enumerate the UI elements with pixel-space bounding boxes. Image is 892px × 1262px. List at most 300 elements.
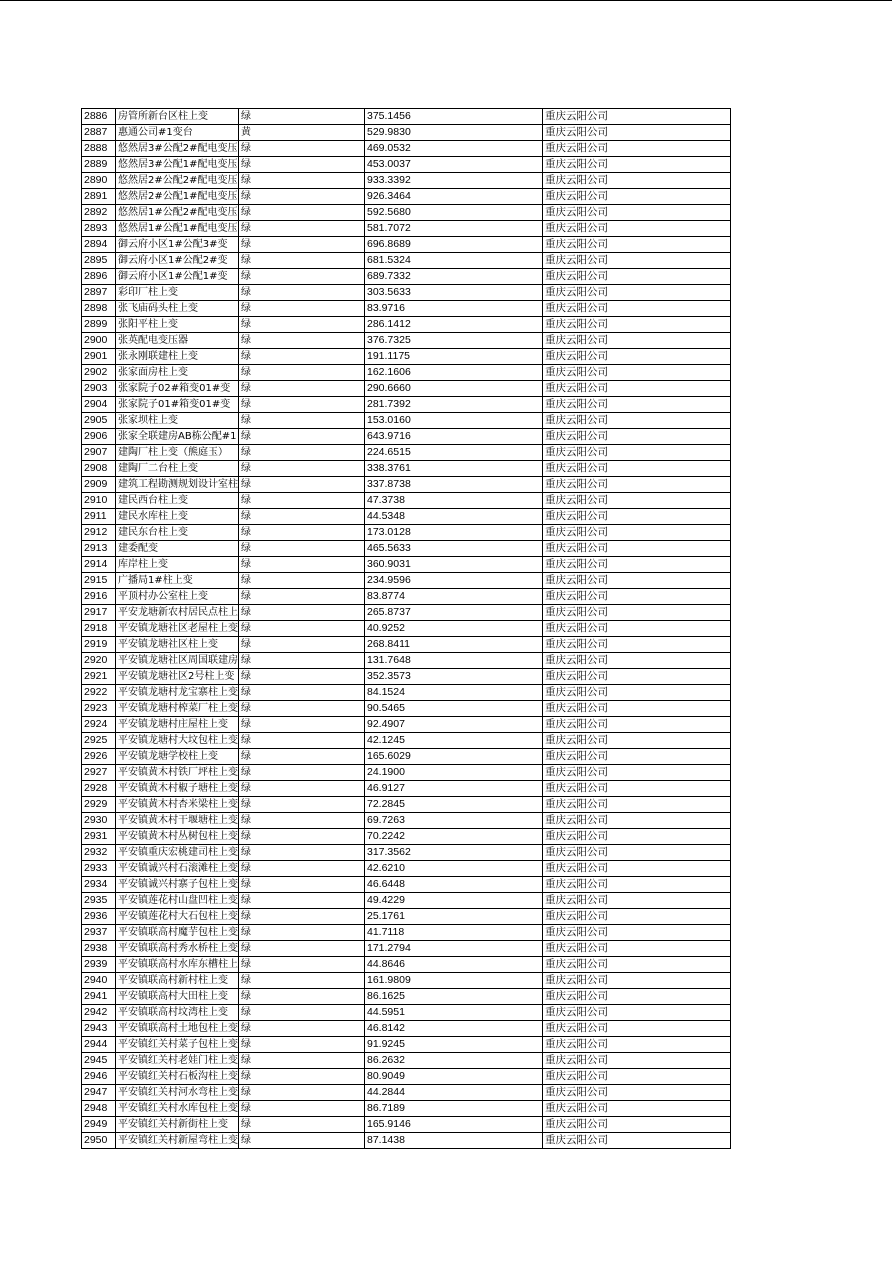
value-cell: 375.1456: [365, 109, 543, 125]
status-color-cell: 绿: [239, 173, 365, 189]
row-id-cell: 2894: [82, 237, 116, 253]
company-cell: 重庆云阳公司: [543, 845, 731, 861]
table-row: [82, 301, 731, 317]
transformer-name-cell: 悠然居2#公配2#配电变压: [116, 173, 239, 189]
status-color-cell: 绿: [239, 797, 365, 813]
status-color-cell: 绿: [239, 781, 365, 797]
table-row: [82, 253, 731, 269]
transformer-name-cell: 平安镇联高村秀水桥柱上变: [116, 941, 239, 957]
status-color-cell: 绿: [239, 461, 365, 477]
table-row: [82, 317, 731, 333]
company-cell: 重庆云阳公司: [543, 989, 731, 1005]
company-cell: 重庆云阳公司: [543, 637, 731, 653]
value-cell: 131.7648: [365, 653, 543, 669]
company-cell: 重庆云阳公司: [543, 157, 731, 173]
status-color-cell: 绿: [239, 1037, 365, 1053]
value-cell: 926.3464: [365, 189, 543, 205]
row-id-cell: 2923: [82, 701, 116, 717]
row-id-cell: 2892: [82, 205, 116, 221]
value-cell: 46.6448: [365, 877, 543, 893]
status-color-cell: 绿: [239, 365, 365, 381]
table-row: [82, 509, 731, 525]
table-row: [82, 845, 731, 861]
row-id-cell: 2887: [82, 125, 116, 141]
status-color-cell: 绿: [239, 1005, 365, 1021]
transformer-name-cell: 平安镇红关村石板沟柱上变: [116, 1069, 239, 1085]
row-id-cell: 2937: [82, 925, 116, 941]
value-cell: 72.2845: [365, 797, 543, 813]
value-cell: 49.4229: [365, 893, 543, 909]
value-cell: 290.6660: [365, 381, 543, 397]
row-id-cell: 2919: [82, 637, 116, 653]
row-id-cell: 2920: [82, 653, 116, 669]
spreadsheet-table: [81, 108, 731, 1149]
status-color-cell: 绿: [239, 717, 365, 733]
transformer-name-cell: 张飞庙码头柱上变: [116, 301, 239, 317]
company-cell: 重庆云阳公司: [543, 557, 731, 573]
row-id-cell: 2924: [82, 717, 116, 733]
row-id-cell: 2888: [82, 141, 116, 157]
value-cell: 681.5324: [365, 253, 543, 269]
transformer-name-cell: 建委配变: [116, 541, 239, 557]
company-cell: 重庆云阳公司: [543, 509, 731, 525]
table-row: [82, 397, 731, 413]
transformer-name-cell: 平顶村办公室柱上变: [116, 589, 239, 605]
row-id-cell: 2941: [82, 989, 116, 1005]
transformer-name-cell: 库岸柱上变: [116, 557, 239, 573]
status-color-cell: 绿: [239, 237, 365, 253]
row-id-cell: 2922: [82, 685, 116, 701]
value-cell: 696.8689: [365, 237, 543, 253]
value-cell: 46.9127: [365, 781, 543, 797]
status-color-cell: 绿: [239, 621, 365, 637]
table-row: [82, 381, 731, 397]
table-row: [82, 973, 731, 989]
company-cell: 重庆云阳公司: [543, 861, 731, 877]
row-id-cell: 2940: [82, 973, 116, 989]
table-row: [82, 717, 731, 733]
company-cell: 重庆云阳公司: [543, 1133, 731, 1149]
company-cell: 重庆云阳公司: [543, 621, 731, 637]
table-row: [82, 413, 731, 429]
company-cell: 重庆云阳公司: [543, 877, 731, 893]
transformer-name-cell: 悠然居3#公配2#配电变压: [116, 141, 239, 157]
value-cell: 44.5348: [365, 509, 543, 525]
value-cell: 44.5951: [365, 1005, 543, 1021]
table-row: [82, 589, 731, 605]
row-id-cell: 2913: [82, 541, 116, 557]
company-cell: 重庆云阳公司: [543, 717, 731, 733]
table-row: [82, 269, 731, 285]
company-cell: 重庆云阳公司: [543, 237, 731, 253]
transformer-name-cell: 建民水库柱上变: [116, 509, 239, 525]
transformer-name-cell: 平安镇红关村水库包柱上变: [116, 1101, 239, 1117]
transformer-name-cell: 平安镇红关村新屋弯柱上变: [116, 1133, 239, 1149]
transformer-name-cell: 平安镇红关村新街柱上变: [116, 1117, 239, 1133]
row-id-cell: 2895: [82, 253, 116, 269]
value-cell: 42.6210: [365, 861, 543, 877]
table-row: [82, 349, 731, 365]
company-cell: 重庆云阳公司: [543, 205, 731, 221]
row-id-cell: 2916: [82, 589, 116, 605]
row-id-cell: 2950: [82, 1133, 116, 1149]
status-color-cell: 绿: [239, 477, 365, 493]
transformer-name-cell: 平安镇红关村老娃门柱上变: [116, 1053, 239, 1069]
table-row: [82, 941, 731, 957]
transformer-name-cell: 平安镇龙塘村庄屋柱上变: [116, 717, 239, 733]
company-cell: 重庆云阳公司: [543, 701, 731, 717]
status-color-cell: 绿: [239, 333, 365, 349]
company-cell: 重庆云阳公司: [543, 301, 731, 317]
company-cell: 重庆云阳公司: [543, 653, 731, 669]
transformer-name-cell: 张阳平柱上变: [116, 317, 239, 333]
transformer-name-cell: 平安镇龙塘社区周国联建房: [116, 653, 239, 669]
row-id-cell: 2943: [82, 1021, 116, 1037]
row-id-cell: 2902: [82, 365, 116, 381]
value-cell: 173.0128: [365, 525, 543, 541]
transformer-name-cell: 平安镇红关村河水弯柱上变: [116, 1085, 239, 1101]
status-color-cell: 绿: [239, 285, 365, 301]
status-color-cell: 绿: [239, 1021, 365, 1037]
transformer-name-cell: 平安镇黄木村丛树包柱上变: [116, 829, 239, 845]
value-cell: 352.3573: [365, 669, 543, 685]
company-cell: 重庆云阳公司: [543, 141, 731, 157]
status-color-cell: 绿: [239, 941, 365, 957]
company-cell: 重庆云阳公司: [543, 365, 731, 381]
company-cell: 重庆云阳公司: [543, 381, 731, 397]
company-cell: 重庆云阳公司: [543, 125, 731, 141]
table-row: [82, 861, 731, 877]
status-color-cell: 绿: [239, 1069, 365, 1085]
transformer-name-cell: 平安镇联高村魔芋包柱上变: [116, 925, 239, 941]
transformer-name-cell: 彩印厂柱上变: [116, 285, 239, 301]
row-id-cell: 2896: [82, 269, 116, 285]
status-color-cell: 绿: [239, 109, 365, 125]
status-color-cell: 绿: [239, 861, 365, 877]
transformer-name-cell: 张永刚联建柱上变: [116, 349, 239, 365]
row-id-cell: 2907: [82, 445, 116, 461]
status-color-cell: 绿: [239, 1117, 365, 1133]
company-cell: 重庆云阳公司: [543, 269, 731, 285]
table-row: [82, 909, 731, 925]
status-color-cell: 绿: [239, 765, 365, 781]
transformer-name-cell: 广播局1#柱上变: [116, 573, 239, 589]
table-row: [82, 1005, 731, 1021]
company-cell: 重庆云阳公司: [543, 429, 731, 445]
transformer-name-cell: 悠然居1#公配2#配电变压: [116, 205, 239, 221]
transformer-name-cell: 御云府小区1#公配1#变: [116, 269, 239, 285]
transformer-name-cell: 平安镇诚兴村石滚滩柱上变: [116, 861, 239, 877]
value-cell: 87.1438: [365, 1133, 543, 1149]
transformer-name-cell: 平安镇莲花村山盘凹柱上变: [116, 893, 239, 909]
table-row: [82, 205, 731, 221]
status-color-cell: 绿: [239, 909, 365, 925]
status-color-cell: 绿: [239, 749, 365, 765]
table-row: [82, 493, 731, 509]
status-color-cell: 绿: [239, 1133, 365, 1149]
row-id-cell: 2904: [82, 397, 116, 413]
transformer-name-cell: 平安镇联高村新村柱上变: [116, 973, 239, 989]
table-row: [82, 1117, 731, 1133]
company-cell: 重庆云阳公司: [543, 941, 731, 957]
status-color-cell: 绿: [239, 973, 365, 989]
row-id-cell: 2889: [82, 157, 116, 173]
table-body: [82, 109, 731, 1149]
company-cell: 重庆云阳公司: [543, 749, 731, 765]
transformer-name-cell: 平安镇红关村菜子包柱上变: [116, 1037, 239, 1053]
status-color-cell: 绿: [239, 701, 365, 717]
table-row: [82, 1133, 731, 1149]
transformer-name-cell: 建民西台柱上变: [116, 493, 239, 509]
value-cell: 44.2844: [365, 1085, 543, 1101]
row-id-cell: 2947: [82, 1085, 116, 1101]
table-row: [82, 1037, 731, 1053]
transformer-name-cell: 平安镇联高村水库东槽柱上: [116, 957, 239, 973]
transformer-name-cell: 平安镇龙塘社区老屋柱上变: [116, 621, 239, 637]
value-cell: 83.8774: [365, 589, 543, 605]
value-cell: 191.1175: [365, 349, 543, 365]
row-id-cell: 2903: [82, 381, 116, 397]
transformer-name-cell: 悠然居3#公配1#配电变压: [116, 157, 239, 173]
row-id-cell: 2949: [82, 1117, 116, 1133]
company-cell: 重庆云阳公司: [543, 349, 731, 365]
status-color-cell: 绿: [239, 493, 365, 509]
table-row: [82, 637, 731, 653]
row-id-cell: 2918: [82, 621, 116, 637]
status-color-cell: 绿: [239, 509, 365, 525]
company-cell: 重庆云阳公司: [543, 1069, 731, 1085]
status-color-cell: 绿: [239, 877, 365, 893]
row-id-cell: 2936: [82, 909, 116, 925]
transformer-name-cell: 平安镇龙塘村榨菜厂柱上变: [116, 701, 239, 717]
value-cell: 643.9716: [365, 429, 543, 445]
company-cell: 重庆云阳公司: [543, 669, 731, 685]
status-color-cell: 绿: [239, 1085, 365, 1101]
company-cell: 重庆云阳公司: [543, 1085, 731, 1101]
company-cell: 重庆云阳公司: [543, 765, 731, 781]
value-cell: 689.7332: [365, 269, 543, 285]
status-color-cell: 绿: [239, 557, 365, 573]
table-row: [82, 285, 731, 301]
company-cell: 重庆云阳公司: [543, 973, 731, 989]
status-color-cell: 绿: [239, 189, 365, 205]
transformer-name-cell: 惠通公司#1变台: [116, 125, 239, 141]
table-row: [82, 621, 731, 637]
table-row: [82, 781, 731, 797]
value-cell: 469.0532: [365, 141, 543, 157]
value-cell: 69.7263: [365, 813, 543, 829]
value-cell: 80.9049: [365, 1069, 543, 1085]
company-cell: 重庆云阳公司: [543, 1117, 731, 1133]
transformer-name-cell: 平安镇黄木村杏米梁柱上变: [116, 797, 239, 813]
status-color-cell: 绿: [239, 925, 365, 941]
row-id-cell: 2935: [82, 893, 116, 909]
status-color-cell: 绿: [239, 381, 365, 397]
company-cell: 重庆云阳公司: [543, 189, 731, 205]
row-id-cell: 2944: [82, 1037, 116, 1053]
row-id-cell: 2934: [82, 877, 116, 893]
company-cell: 重庆云阳公司: [543, 829, 731, 845]
row-id-cell: 2930: [82, 813, 116, 829]
row-id-cell: 2946: [82, 1069, 116, 1085]
value-cell: 376.7325: [365, 333, 543, 349]
row-id-cell: 2911: [82, 509, 116, 525]
value-cell: 581.7072: [365, 221, 543, 237]
value-cell: 25.1761: [365, 909, 543, 925]
table-row: [82, 189, 731, 205]
value-cell: 161.9809: [365, 973, 543, 989]
transformer-name-cell: 平安镇重庆宏桃建司柱上变: [116, 845, 239, 861]
value-cell: 90.5465: [365, 701, 543, 717]
row-id-cell: 2893: [82, 221, 116, 237]
company-cell: 重庆云阳公司: [543, 893, 731, 909]
row-id-cell: 2910: [82, 493, 116, 509]
value-cell: 162.1606: [365, 365, 543, 381]
status-color-cell: 绿: [239, 845, 365, 861]
status-color-cell: 绿: [239, 445, 365, 461]
status-color-cell: 绿: [239, 685, 365, 701]
transformer-name-cell: 御云府小区1#公配2#变: [116, 253, 239, 269]
status-color-cell: 绿: [239, 989, 365, 1005]
value-cell: 360.9031: [365, 557, 543, 573]
table-row: [82, 157, 731, 173]
transformer-name-cell: 平安镇龙塘社区2号柱上变: [116, 669, 239, 685]
value-cell: 86.1625: [365, 989, 543, 1005]
value-cell: 933.3392: [365, 173, 543, 189]
table-row: [82, 557, 731, 573]
value-cell: 281.7392: [365, 397, 543, 413]
transformer-name-cell: 悠然居2#公配1#配电变压: [116, 189, 239, 205]
transformer-name-cell: 御云府小区1#公配3#变: [116, 237, 239, 253]
company-cell: 重庆云阳公司: [543, 541, 731, 557]
value-cell: 286.1412: [365, 317, 543, 333]
table-row: [82, 669, 731, 685]
table-row: [82, 957, 731, 973]
company-cell: 重庆云阳公司: [543, 733, 731, 749]
table-row: [82, 733, 731, 749]
transformer-name-cell: 平安镇龙塘学校柱上变: [116, 749, 239, 765]
row-id-cell: 2909: [82, 477, 116, 493]
status-color-cell: 绿: [239, 269, 365, 285]
row-id-cell: 2921: [82, 669, 116, 685]
status-color-cell: 绿: [239, 429, 365, 445]
table-row: [82, 125, 731, 141]
table-row: [82, 685, 731, 701]
row-id-cell: 2897: [82, 285, 116, 301]
row-id-cell: 2901: [82, 349, 116, 365]
company-cell: 重庆云阳公司: [543, 925, 731, 941]
value-cell: 86.7189: [365, 1101, 543, 1117]
transformer-name-cell: 平安镇莲花村大石包柱上变: [116, 909, 239, 925]
company-cell: 重庆云阳公司: [543, 1101, 731, 1117]
status-color-cell: 绿: [239, 669, 365, 685]
company-cell: 重庆云阳公司: [543, 797, 731, 813]
company-cell: 重庆云阳公司: [543, 957, 731, 973]
status-color-cell: 绿: [239, 141, 365, 157]
value-cell: 465.5633: [365, 541, 543, 557]
table-row: [82, 829, 731, 845]
value-cell: 153.0160: [365, 413, 543, 429]
transformer-name-cell: 平安镇联高村土地包柱上变: [116, 1021, 239, 1037]
table-row: [82, 925, 731, 941]
status-color-cell: 绿: [239, 317, 365, 333]
status-color-cell: 绿: [239, 253, 365, 269]
table-row: [82, 893, 731, 909]
value-cell: 234.9596: [365, 573, 543, 589]
row-id-cell: 2948: [82, 1101, 116, 1117]
row-id-cell: 2942: [82, 1005, 116, 1021]
transformer-name-cell: 张家坝柱上变: [116, 413, 239, 429]
company-cell: 重庆云阳公司: [543, 685, 731, 701]
value-cell: 317.3562: [365, 845, 543, 861]
row-id-cell: 2890: [82, 173, 116, 189]
transformer-name-cell: 平安镇诚兴村寨子包柱上变: [116, 877, 239, 893]
status-color-cell: 黄: [239, 125, 365, 141]
value-cell: 83.9716: [365, 301, 543, 317]
row-id-cell: 2939: [82, 957, 116, 973]
status-color-cell: 绿: [239, 1101, 365, 1117]
company-cell: 重庆云阳公司: [543, 1053, 731, 1069]
row-id-cell: 2917: [82, 605, 116, 621]
value-cell: 224.6515: [365, 445, 543, 461]
table-row: [82, 765, 731, 781]
row-id-cell: 2927: [82, 765, 116, 781]
table-row: [82, 237, 731, 253]
transformer-name-cell: 平安镇龙塘村龙宝寨柱上变: [116, 685, 239, 701]
value-cell: 303.5633: [365, 285, 543, 301]
table-row: [82, 605, 731, 621]
row-id-cell: 2933: [82, 861, 116, 877]
value-cell: 165.9146: [365, 1117, 543, 1133]
row-id-cell: 2899: [82, 317, 116, 333]
table-row: [82, 461, 731, 477]
table-row: [82, 877, 731, 893]
transformer-name-cell: 房管所新台区柱上变: [116, 109, 239, 125]
transformer-name-cell: 建陶厂柱上变（熊庭玉）: [116, 445, 239, 461]
table-row: [82, 1053, 731, 1069]
value-cell: 165.6029: [365, 749, 543, 765]
status-color-cell: 绿: [239, 813, 365, 829]
table-row: [82, 989, 731, 1005]
table-row: [82, 221, 731, 237]
table-row: [82, 445, 731, 461]
value-cell: 338.3761: [365, 461, 543, 477]
value-cell: 592.5680: [365, 205, 543, 221]
row-id-cell: 2898: [82, 301, 116, 317]
company-cell: 重庆云阳公司: [543, 909, 731, 925]
status-color-cell: 绿: [239, 525, 365, 541]
value-cell: 47.3738: [365, 493, 543, 509]
table-row: [82, 1069, 731, 1085]
company-cell: 重庆云阳公司: [543, 1037, 731, 1053]
status-color-cell: 绿: [239, 221, 365, 237]
company-cell: 重庆云阳公司: [543, 285, 731, 301]
status-color-cell: 绿: [239, 349, 365, 365]
table-row: [82, 541, 731, 557]
status-color-cell: 绿: [239, 605, 365, 621]
company-cell: 重庆云阳公司: [543, 1021, 731, 1037]
table-row: [82, 365, 731, 381]
row-id-cell: 2908: [82, 461, 116, 477]
company-cell: 重庆云阳公司: [543, 333, 731, 349]
value-cell: 84.1524: [365, 685, 543, 701]
value-cell: 265.8737: [365, 605, 543, 621]
company-cell: 重庆云阳公司: [543, 605, 731, 621]
company-cell: 重庆云阳公司: [543, 589, 731, 605]
value-cell: 171.2794: [365, 941, 543, 957]
transformer-name-cell: 张英配电变压器: [116, 333, 239, 349]
status-color-cell: 绿: [239, 893, 365, 909]
